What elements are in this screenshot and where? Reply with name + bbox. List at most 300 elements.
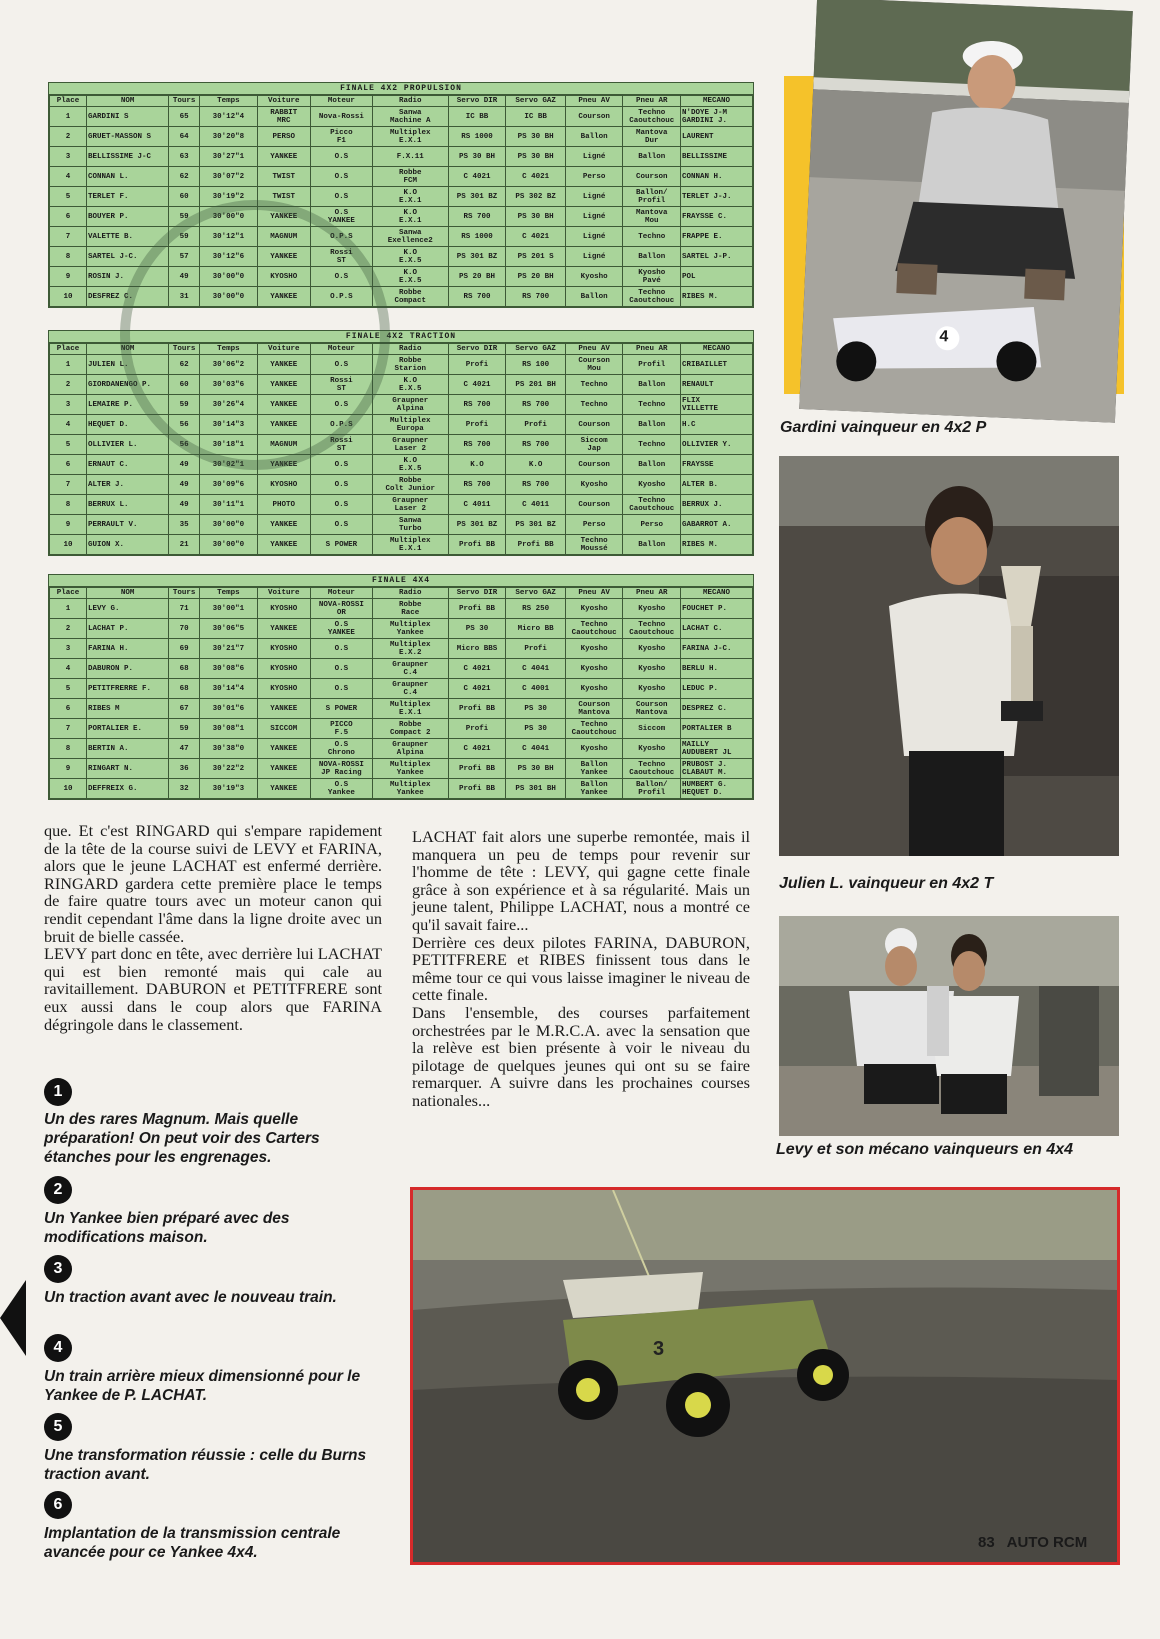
table-cell: SARTEL J-C. — [87, 247, 169, 267]
table-cell: 30'02"1 — [200, 455, 258, 475]
table-cell: Sanwa Exellence2 — [372, 227, 448, 247]
table-cell: Robbe Compact — [372, 287, 448, 307]
table-cell: 71 — [169, 599, 200, 619]
table-cell: 30'21"7 — [200, 639, 258, 659]
table-cell: Courson — [623, 167, 681, 187]
table-cell: 30'06"5 — [200, 619, 258, 639]
table-cell: Ballon — [623, 247, 681, 267]
gardini-photo-illustration — [799, 0, 1133, 423]
table-cell: 30'00"1 — [200, 599, 258, 619]
table-cell: FLIX VILLETTE — [680, 395, 752, 415]
table-cell: Techno — [565, 395, 623, 415]
table-cell: S POWER — [311, 699, 373, 719]
table-cell: 3 — [50, 147, 87, 167]
table-cell: O.S Chrono — [311, 739, 373, 759]
table-title: FINALE 4X2 PROPULSION — [49, 83, 753, 95]
race-car-photo-illustration — [413, 1190, 1117, 1562]
body-column-right — [412, 828, 750, 1110]
table-cell: Techno — [565, 375, 623, 395]
results-table-4x2-propulsion — [48, 82, 754, 308]
table-cell: O.S — [311, 515, 373, 535]
table-cell: PS 30 BH — [506, 207, 566, 227]
table-cell: 30'00"0 — [200, 535, 258, 555]
column-header: NOM — [87, 344, 169, 355]
body-column-left — [44, 822, 382, 1033]
table-cell: Rossi ST — [311, 247, 373, 267]
table-cell: 1 — [50, 107, 87, 127]
table-cell: CRIBAILLET — [680, 355, 752, 375]
table-cell: CONNAN H. — [680, 167, 752, 187]
table-cell: 69 — [169, 639, 200, 659]
table-cell: K.O E.X.5 — [372, 267, 448, 287]
table-cell: Profi — [448, 355, 506, 375]
table-cell: 4 — [50, 659, 87, 679]
photo-race-car — [410, 1187, 1120, 1565]
table-cell: Robbe Race — [372, 599, 448, 619]
column-header: Radio — [372, 96, 448, 107]
table-cell: PS 301 BZ — [448, 515, 506, 535]
table-cell: 5 — [50, 187, 87, 207]
table-cell: Ligné — [565, 207, 623, 227]
table-cell: 30'18"1 — [200, 435, 258, 455]
table-cell: Perso — [623, 515, 681, 535]
table-cell: 30'14"3 — [200, 415, 258, 435]
table-cell: PS 20 BH — [448, 267, 506, 287]
table-cell: Ballon — [565, 287, 623, 307]
table-cell: BELLISSIME — [680, 147, 752, 167]
table-cell: 59 — [169, 719, 200, 739]
table-header-row — [50, 96, 753, 107]
table-cell: OLLIVIER L. — [87, 435, 169, 455]
column-header: Moteur — [311, 344, 373, 355]
table-cell: GARDINI S — [87, 107, 169, 127]
table-cell: 68 — [169, 679, 200, 699]
table-cell: Techno Caoutchouc — [565, 619, 623, 639]
table-cell: Robbe Colt Junior — [372, 475, 448, 495]
table-cell: Techno Caoutchouc — [623, 759, 681, 779]
table-cell: 2 — [50, 375, 87, 395]
table-cell: H.C — [680, 415, 752, 435]
table-cell: PS 20 BH — [506, 267, 566, 287]
table-cell: RS 700 — [506, 395, 566, 415]
table-cell: 4 — [50, 167, 87, 187]
table-cell: 30'09"6 — [200, 475, 258, 495]
table-cell: Courson Mantova — [623, 699, 681, 719]
table-row — [50, 247, 753, 267]
table-cell: O.S — [311, 187, 373, 207]
body-paragraph: Derrière ces deux pilotes FARINA, DABURON, PETITFRERE et RIBES finissent tous dans le même tour ce qui vous laisse imaginer le niveau de cette finale. — [412, 932, 750, 1005]
photo-julien — [779, 456, 1119, 856]
note-text: Une transformation réussie : celle du Burns traction avant. — [44, 1447, 367, 1483]
table-cell: 30'00"0 — [200, 207, 258, 227]
table-row — [50, 435, 753, 455]
table-cell: Courson — [565, 495, 623, 515]
table-cell: 62 — [169, 355, 200, 375]
table-cell: Multiplex E.X.1 — [372, 535, 448, 555]
table-cell: Rossi ST — [311, 435, 373, 455]
table-cell: Robbe Starion — [372, 355, 448, 375]
table-cell: Ballon Yankee — [565, 759, 623, 779]
body-paragraph: LEVY part donc en tête, avec derrière lui LACHAT qui est bien remonté mais qui cale au ravitaillement. DABURON et PETITFRERE sont eux aussi dans le coup alors que FARINA dégringole dans le classement. — [44, 944, 382, 1034]
table-row — [50, 267, 753, 287]
table-cell: O.S — [311, 659, 373, 679]
table-cell: Graupner C.4 — [372, 679, 448, 699]
table-cell: PS 30 — [506, 719, 566, 739]
table-cell: 30'07"2 — [200, 167, 258, 187]
table-cell: 59 — [169, 227, 200, 247]
note-number: 1 — [44, 1078, 72, 1106]
table-cell: O.S — [311, 395, 373, 415]
table-cell: K.O — [506, 455, 566, 475]
table-cell: C 4011 — [448, 495, 506, 515]
table-cell: O.S YANKEE — [311, 619, 373, 639]
table-cell: C 4021 — [448, 659, 506, 679]
table-cell: RINGART N. — [87, 759, 169, 779]
table-cell: 30'12"6 — [200, 247, 258, 267]
table-cell: POL — [680, 267, 752, 287]
magazine-name: AUTO RCM — [1006, 1534, 1088, 1551]
table-row — [50, 739, 753, 759]
table-cell: 30'06"2 — [200, 355, 258, 375]
table-cell: Mantova Dur — [623, 127, 681, 147]
table-row — [50, 515, 753, 535]
column-header: MECANO — [680, 344, 752, 355]
table-cell: Multiplex Yankee — [372, 779, 448, 799]
table-cell: RS 700 — [506, 475, 566, 495]
column-header: Tours — [169, 344, 200, 355]
table-cell: RS 700 — [448, 287, 506, 307]
table-cell: YANKEE — [257, 619, 310, 639]
table-cell: 10 — [50, 535, 87, 555]
table-cell: RS 1000 — [448, 127, 506, 147]
table-cell: C 4021 — [448, 679, 506, 699]
table-row — [50, 659, 753, 679]
table-row — [50, 227, 753, 247]
table-cell: GIORDANENGO P. — [87, 375, 169, 395]
table-cell: IC BB — [448, 107, 506, 127]
table-cell: 30'08"1 — [200, 719, 258, 739]
table-cell: 1 — [50, 355, 87, 375]
table-cell: O.S — [311, 355, 373, 375]
table-cell: FOUCHET P. — [680, 599, 752, 619]
column-header: MECANO — [680, 96, 752, 107]
table-cell: PHOTO — [257, 495, 310, 515]
table-row — [50, 699, 753, 719]
table-cell: YANKEE — [257, 375, 310, 395]
table-cell: C 4001 — [506, 679, 566, 699]
results-table-4x4 — [48, 574, 754, 800]
table-cell: SICCOM — [257, 719, 310, 739]
table-cell: YANKEE — [257, 455, 310, 475]
table-cell: 47 — [169, 739, 200, 759]
table-cell: 30'38"0 — [200, 739, 258, 759]
table-cell: 10 — [50, 779, 87, 799]
page-number: 83 — [978, 1534, 995, 1551]
table-row — [50, 779, 753, 799]
table-cell: LACHAT P. — [87, 619, 169, 639]
table-cell: IC BB — [506, 107, 566, 127]
table-cell: Kyosho — [623, 659, 681, 679]
table-cell: 49 — [169, 455, 200, 475]
table-row — [50, 395, 753, 415]
column-header: Moteur — [311, 96, 373, 107]
column-header: NOM — [87, 96, 169, 107]
table-cell: 35 — [169, 515, 200, 535]
table-cell: 59 — [169, 395, 200, 415]
table-row — [50, 495, 753, 515]
note-number: 4 — [44, 1334, 72, 1362]
column-header: Servo GAZ — [506, 344, 566, 355]
table-cell: 49 — [169, 495, 200, 515]
table-cell: Ligné — [565, 187, 623, 207]
table-cell: RS 700 — [506, 287, 566, 307]
table-cell: DABURON P. — [87, 659, 169, 679]
table-cell: BELLISSIME J-C — [87, 147, 169, 167]
table-cell: Multiplex E.X.1 — [372, 699, 448, 719]
table-cell: 30'01"6 — [200, 699, 258, 719]
table-cell: 9 — [50, 267, 87, 287]
levy-photo-illustration — [779, 916, 1119, 1136]
table-cell: Micro BB — [506, 619, 566, 639]
table-cell: Kyosho — [623, 679, 681, 699]
table-cell: KYOSHO — [257, 659, 310, 679]
table-cell: DESPREZ C. — [680, 699, 752, 719]
table-cell: Profil — [623, 355, 681, 375]
column-header: Pneu AR — [623, 344, 681, 355]
table-cell: PS 201 S — [506, 247, 566, 267]
results-table-4x2-traction — [48, 330, 754, 556]
table-cell: YANKEE — [257, 355, 310, 375]
table-cell: DESFREZ C. — [87, 287, 169, 307]
table-cell: RIBES M. — [680, 535, 752, 555]
table-cell: Courson — [565, 455, 623, 475]
table-cell: BERLU H. — [680, 659, 752, 679]
table-cell: 21 — [169, 535, 200, 555]
caption-photo1: Gardini vainqueur en 4x2 P — [780, 419, 987, 436]
note-number: 3 — [44, 1255, 72, 1283]
table-cell: PS 301 BZ — [506, 515, 566, 535]
table-cell: PS 201 BH — [506, 375, 566, 395]
table-cell: Multiplex Yankee — [372, 759, 448, 779]
table-row — [50, 287, 753, 307]
table-cell: Kyosho — [565, 659, 623, 679]
table-cell: ALTER B. — [680, 475, 752, 495]
table-cell: O.P.S — [311, 415, 373, 435]
table-cell: GABARROT A. — [680, 515, 752, 535]
table-cell: PS 30 — [506, 699, 566, 719]
caption-photo3: Levy et son mécano vainqueurs en 4x4 — [776, 1141, 1074, 1158]
column-header: MECANO — [680, 588, 752, 599]
table-cell: O.S — [311, 495, 373, 515]
table-cell: PS 301 BZ — [448, 247, 506, 267]
table-cell: FARINA H. — [87, 639, 169, 659]
note-number: 2 — [44, 1176, 72, 1204]
table-cell: KYOSHO — [257, 679, 310, 699]
table-cell: DEFFREIX G. — [87, 779, 169, 799]
table-cell: LACHAT C. — [680, 619, 752, 639]
table-cell: Profi — [506, 415, 566, 435]
table-cell: Graupner Alpina — [372, 739, 448, 759]
column-header: Voiture — [257, 96, 310, 107]
table-row — [50, 415, 753, 435]
table-title: FINALE 4X2 TRACTION — [49, 331, 753, 343]
table-cell: Techno Caoutchouc — [623, 495, 681, 515]
table-cell: 30'11"1 — [200, 495, 258, 515]
table-cell: Profi — [506, 639, 566, 659]
table-cell: Graupner C.4 — [372, 659, 448, 679]
column-header: Radio — [372, 344, 448, 355]
table-row — [50, 759, 753, 779]
table-cell: Kyosho — [623, 639, 681, 659]
table-cell: FRAYSSE — [680, 455, 752, 475]
table-cell: VALETTE B. — [87, 227, 169, 247]
table-cell: O.S Yankee — [311, 779, 373, 799]
table-cell: HEQUET D. — [87, 415, 169, 435]
table-cell: Perso — [565, 515, 623, 535]
table-cell: PORTALIER E. — [87, 719, 169, 739]
table-cell: Techno Moussé — [565, 535, 623, 555]
table-cell: 7 — [50, 227, 87, 247]
table-cell: K.O E.X.5 — [372, 375, 448, 395]
body-paragraph: Dans l'ensemble, des courses parfaitement orchestrées par le M.R.C.A. avec la sensation que la relève est bien présente à voir le niveau du pilotage de quelques jeunes qui ont su se faire remarquer. A suivre dans les prochaines courses nationales... — [412, 1002, 750, 1110]
table-cell: LEMAIRE P. — [87, 395, 169, 415]
table-cell: PORTALIER B — [680, 719, 752, 739]
table-cell: Ballon/ Profil — [623, 187, 681, 207]
column-header: Voiture — [257, 588, 310, 599]
table-cell: Kyosho Pavé — [623, 267, 681, 287]
note-text: Un des rares Magnum. Mais quelle préparation! On peut voir des Carters étanches pour les engrenages. — [44, 1111, 320, 1166]
table-cell: GRUET-MASSON S — [87, 127, 169, 147]
table-cell: Ballon — [623, 455, 681, 475]
table-cell: Multiplex E.X.2 — [372, 639, 448, 659]
table-cell: C 4011 — [506, 495, 566, 515]
table-cell: TWIST — [257, 167, 310, 187]
table-cell: Ballon — [623, 375, 681, 395]
note-number: 5 — [44, 1413, 72, 1441]
table-cell: Sanwa Machine A — [372, 107, 448, 127]
table-cell: Kyosho — [623, 475, 681, 495]
column-header: Pneu AR — [623, 588, 681, 599]
table-cell: Siccom — [623, 719, 681, 739]
table-cell: SARTEL J-P. — [680, 247, 752, 267]
column-header: Servo GAZ — [506, 96, 566, 107]
column-header: Servo DIR — [448, 344, 506, 355]
table-cell: S POWER — [311, 535, 373, 555]
table-row — [50, 719, 753, 739]
table-cell: C 4021 — [448, 167, 506, 187]
table-cell: 30'19"3 — [200, 779, 258, 799]
table-cell: KYOSHO — [257, 267, 310, 287]
table-cell: Micro BBS — [448, 639, 506, 659]
table-cell: RS 700 — [448, 395, 506, 415]
table-cell: Mantova Mou — [623, 207, 681, 227]
table-cell: GUION X. — [87, 535, 169, 555]
table-cell: 30'27"1 — [200, 147, 258, 167]
table-cell: Courson — [565, 415, 623, 435]
table-cell: RS 700 — [506, 435, 566, 455]
table-cell: 3 — [50, 395, 87, 415]
car-number: 3 — [653, 1338, 665, 1360]
table-cell: PS 30 — [448, 619, 506, 639]
table-cell: PS 301 BZ — [448, 187, 506, 207]
table-cell: Kyosho — [565, 739, 623, 759]
table-cell: PRUBOST J. CLABAUT M. — [680, 759, 752, 779]
table-cell: BERRUX L. — [87, 495, 169, 515]
table-cell: ALTER J. — [87, 475, 169, 495]
table-cell: O.P.S — [311, 227, 373, 247]
table-cell: 64 — [169, 127, 200, 147]
photo-levy — [779, 916, 1119, 1136]
table-cell: 65 — [169, 107, 200, 127]
table-cell: Techno Caoutchouc — [623, 287, 681, 307]
photo-gardini — [799, 0, 1133, 423]
table-cell: FRAPPE E. — [680, 227, 752, 247]
table-cell: F.X.11 — [372, 147, 448, 167]
table-cell: 10 — [50, 287, 87, 307]
table-cell: Kyosho — [565, 639, 623, 659]
table-cell: Kyosho — [623, 599, 681, 619]
table-cell: 6 — [50, 207, 87, 227]
table-cell: K.O E.X.5 — [372, 247, 448, 267]
table-cell: 62 — [169, 167, 200, 187]
table-cell: YANKEE — [257, 415, 310, 435]
table-cell: O.S — [311, 639, 373, 659]
table-row — [50, 455, 753, 475]
table-cell: K.O E.X.1 — [372, 187, 448, 207]
table-cell: PERRAULT V. — [87, 515, 169, 535]
body-paragraph: LACHAT fait alors une superbe remontée, mais il manquera un peu de temps pour revenir sur l'homme de tête : LEVY, qui gagne cette finale grâce à son expérience et à sa régularité. Mais un jeune talent, Philippe LACHAT, nous a montré ce qu'il savait faire... — [412, 827, 750, 934]
column-header: Place — [50, 96, 87, 107]
table-cell: 2 — [50, 127, 87, 147]
table-cell: Ballon Yankee — [565, 779, 623, 799]
column-header: Radio — [372, 588, 448, 599]
table-cell: Kyosho — [565, 599, 623, 619]
table-cell: 8 — [50, 739, 87, 759]
table-cell: 60 — [169, 375, 200, 395]
table-cell: PERSO — [257, 127, 310, 147]
table-cell: TWIST — [257, 187, 310, 207]
column-header: Moteur — [311, 588, 373, 599]
table-cell: ERNAUT C. — [87, 455, 169, 475]
table-cell: Profi BB — [448, 759, 506, 779]
table-cell: Techno Caoutchouc — [623, 619, 681, 639]
table-cell: Ballon/ Profil — [623, 779, 681, 799]
body-paragraph: que. Et c'est RINGARD qui s'empare rapidement de la tête de la course suivi de LEVY et FARINA, alors que le jeune LACHAT est enfermé derrière. RINGARD gardera cette première place le temps de faire quatre tours avec un moteur canon qui rendit cependant l'âme dans la ligne droite avec un bruit de bielle cassée. — [44, 821, 382, 946]
table-cell: NOVA-ROSSI OR — [311, 599, 373, 619]
column-header: Voiture — [257, 344, 310, 355]
note-text: Un traction avant avec le nouveau train. — [44, 1289, 337, 1306]
column-header: Pneu AV — [565, 344, 623, 355]
table-cell: Kyosho — [565, 475, 623, 495]
column-header: NOM — [87, 588, 169, 599]
table-row — [50, 475, 753, 495]
table-cell: K.O E.X.5 — [372, 455, 448, 475]
table-cell: C 4041 — [506, 739, 566, 759]
caption-photo2: Julien L. vainqueur en 4x2 T — [779, 875, 994, 892]
table-cell: RIBES M — [87, 699, 169, 719]
column-header: Servo DIR — [448, 96, 506, 107]
table-cell: C 4021 — [448, 375, 506, 395]
table-cell: 30'00"0 — [200, 515, 258, 535]
table-cell: Ligné — [565, 247, 623, 267]
table-cell: O.S — [311, 147, 373, 167]
table-cell: 63 — [169, 147, 200, 167]
table-cell: Graupner Alpina — [372, 395, 448, 415]
table-header-row — [50, 344, 753, 355]
column-header: Temps — [200, 344, 258, 355]
table-cell: YANKEE — [257, 207, 310, 227]
table-row — [50, 187, 753, 207]
